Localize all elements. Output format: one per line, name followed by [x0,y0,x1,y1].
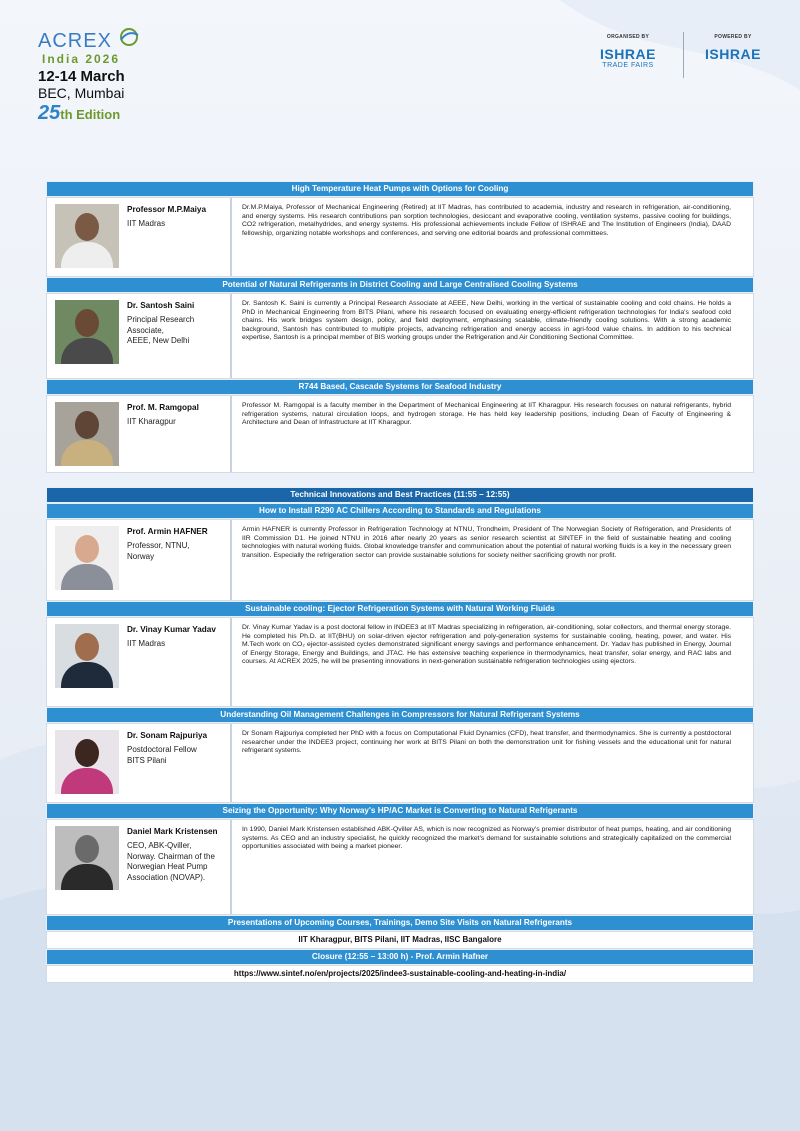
speaker-name: Dr. Santosh Saini [127,301,195,310]
edition-badge [38,104,148,124]
organiser-sub: TRADE FAIRS [602,62,654,69]
organiser-name: ISHRAE [600,46,656,62]
speaker-name: Prof. Armin HAFNER [127,527,208,536]
speaker-card [46,519,754,601]
acrex-logo [38,30,148,124]
speaker-affiliation: Principal Research Associate, AEEE, New Delhi [127,315,195,345]
speaker-affiliation: IIT Madras [127,219,166,228]
speaker-info [47,294,232,378]
logo-region: India 2026 [42,52,121,66]
session-title: Understanding Oil Management Challenges in Compressors for Natural Refrigerant Systems [46,707,754,723]
speaker-card [46,819,754,915]
globe-icon [118,26,140,48]
speaker-name: Daniel Mark Kristensen [127,827,218,836]
block-title: Technical Innovations and Best Practices (11:55 – 12:55) [46,487,754,503]
edition-number: 25 [38,102,61,124]
speaker-card [46,395,754,473]
session-title: Potential of Natural Refrigerants in District Cooling and Large Centralised Cooling Systems [46,277,754,293]
speaker-affiliation: Postdoctoral Fellow BITS Pilani [127,745,197,765]
speaker-info [47,520,232,600]
powered-logo [693,34,773,62]
speaker-affiliation: IIT Kharagpur [127,417,176,426]
speaker-photo [55,204,119,268]
program-schedule [46,181,754,983]
speaker-photo [55,624,119,688]
session-title: Seizing the Opportunity: Why Norway's HP/AC Market is Converting to Natural Refrigerants [46,803,754,819]
speaker-affiliation: IIT Madras [127,639,166,648]
speaker-photo [55,826,119,890]
sponsor-logos [588,34,778,84]
speaker-card [46,723,754,803]
speaker-photo [55,730,119,794]
speaker-name: Prof. M. Ramgopal [127,403,199,412]
speaker-bio: Armin HAFNER is currently Professor in Refrigeration Technology at NTNU, Trondheim, President of The Norwegian Society of Refrigeration, and Presidents of IIR Commission D1. He joined NTNU in 2016 after nearly 20 years as senior research scientist at SINTEF in the field of sustainable heating and cooling technologies with natural working fluids. Global knowledge transfer and communication about the potential of natural working fluids is a key in the necessary green transition. Especially the refrigeration sector can provide sustainable solutions for society neither sacrificing growth nor profit. [242,526,731,559]
logo-brand: ACREX [38,30,112,52]
speaker-card [46,293,754,379]
organised-by-caption: ORGANISED BY [606,34,650,40]
speaker-bio: Dr. Vinay Kumar Yadav is a post doctoral fellow in INDEE3 at IIT Madras specializing in refrigeration, air-conditioning, solar collectors, and thermal energy storage. He completed his Ph.D. at IIT(BHU) on solar-driven ejector refrigeration and poly-generation systems for sustainable cooling, heating, power, and water. His M.Tech work on CO₂ ejector-assisted cycles demonstrated significant energy savings and performance enhancement. Dr. Yadav has published in Energy, Journal of Energy Storage, Energy and Buildings, and JTAC. He has extensive teaching experience in thermodynamics, heat transfer, solar energy, and RAC labs and courses. At ACREX 2025, he will be presenting innovations in next-generation sustainable refrigeration technologies using ejectors. [242,624,731,666]
session-title: High Temperature Heat Pumps with Options for Cooling [46,181,754,197]
speaker-photo [55,402,119,466]
speaker-card [46,197,754,277]
speaker-card [46,617,754,707]
edition-suffix: th Edition [60,107,121,122]
presentations-title: Presentations of Upcoming Courses, Trainings, Demo Site Visits on Natural Refrigerants [46,915,754,931]
speaker-name: Professor M.P.Maiya [127,205,207,214]
session-title: Sustainable cooling: Ejector Refrigeration Systems with Natural Working Fluids [46,601,754,617]
speaker-bio: Dr Sonam Rajpuriya completed her PhD with a focus on Computational Fluid Dynamics (CFD), heat transfer, and thermodynamics. She is currently a postdoctoral researcher under the INDEE3 project, continuing her work at BITS Pilani on both the demonstration unit for fishing vessels and the educational unit for natural refrigerant systems. [242,730,731,755]
speaker-photo [55,526,119,590]
speaker-photo [55,300,119,364]
speaker-info [47,724,232,802]
speaker-name: Dr. Sonam Rajpuriya [127,731,208,740]
speaker-info [47,396,232,472]
speaker-info [47,198,232,276]
speaker-affiliation: CEO, ABK-Qviller, Norway. Chairman of the Norwegian Heat Pump Association (NOVAP). [127,841,215,882]
speaker-name: Dr. Vinay Kumar Yadav [127,625,216,634]
event-dates: 12-14 March [38,68,125,85]
speaker-affiliation: Professor, NTNU, Norway [127,541,190,561]
speaker-bio: Dr. Santosh K. Saini is currently a Principal Research Associate at AEEE, New Delhi, working in the vertical of sustainable cooling and cold chains. He holds a PhD in Mechanical Engineering from BITS Pilani, where his research focused on evaluating energy-efficient refrigeration technologies for India's seafood cold chains. His work bridges system design, policy, and field deployment, emphasising scalable, climate-friendly cooling solutions. With a strong academic background, Santosh has contributed to multiple projects, advancing refrigeration and energy access in agri-food value chains. In addition to his technical expertise, Santosh is a principal member of BIS working groups under the Refrigeration and Air Conditioning Sectional Committee. [242,300,731,342]
speaker-bio: Professor M. Ramgopal is a faculty member in the Department of Mechanical Engineering at IIT Kharagpur. His research focuses on natural refrigerants, hybrid refrigeration systems, natural circulation loops, and hydrogen storage. He has held key leadership positions, including Dean of Faculty of Engineering & Architecture and Dean of Infrastructure at IIT Kharagpur. [242,402,731,427]
closure-title: Closure (12:55 – 13:00 h) - Prof. Armin Hafner [46,949,754,965]
project-link[interactable]: https://www.sintef.no/en/projects/2025/indee3-sustainable-cooling-and-heating-in-india/ [46,965,754,983]
session-title: R744 Based, Cascade Systems for Seafood Industry [46,379,754,395]
powered-by-caption: POWERED BY [714,34,752,40]
organiser-logo [588,34,668,69]
speaker-info [47,820,232,914]
event-venue: BEC, Mumbai [38,85,125,101]
powered-name: ISHRAE [705,46,761,62]
session-title: How to Install R290 AC Chillers According to Standards and Regulations [46,503,754,519]
speaker-bio: In 1990, Daniel Mark Kristensen established ABK-Qviller AS, which is now recognized as Norway's premier distributor of heat pumps, heating, and air conditioning systems. As CEO and an industry specialist, he quickly recognized the market's demand for sustainable solutions and strategically capitalized on the commercial opportunities associated with being a market pioneer. [242,826,731,851]
speaker-info [47,618,232,706]
presentations-sites: IIT Kharagpur, BITS Pilani, IIT Madras, IISC Bangalore [46,931,754,949]
speaker-bio: Dr.M.P.Maiya, Professor of Mechanical Engineering (Retired) at IIT Madras, has contributed to academia, industry and research in refrigeration, air-conditioning, and energy systems. His research contributions pan sorption technologies, desiccant and evaporative cooling, ventilation systems, passive cooling for buildings, CO2 refrigeration, metalhydrides, and energy systems. His professional achievements include Fellow of ISHRAE and The Institution of Engineers (India), DAAD fellowship, organizing notable workshops and conferences, and serving one editorial boards and professional committees. [242,204,731,237]
sponsor-divider [683,32,684,78]
